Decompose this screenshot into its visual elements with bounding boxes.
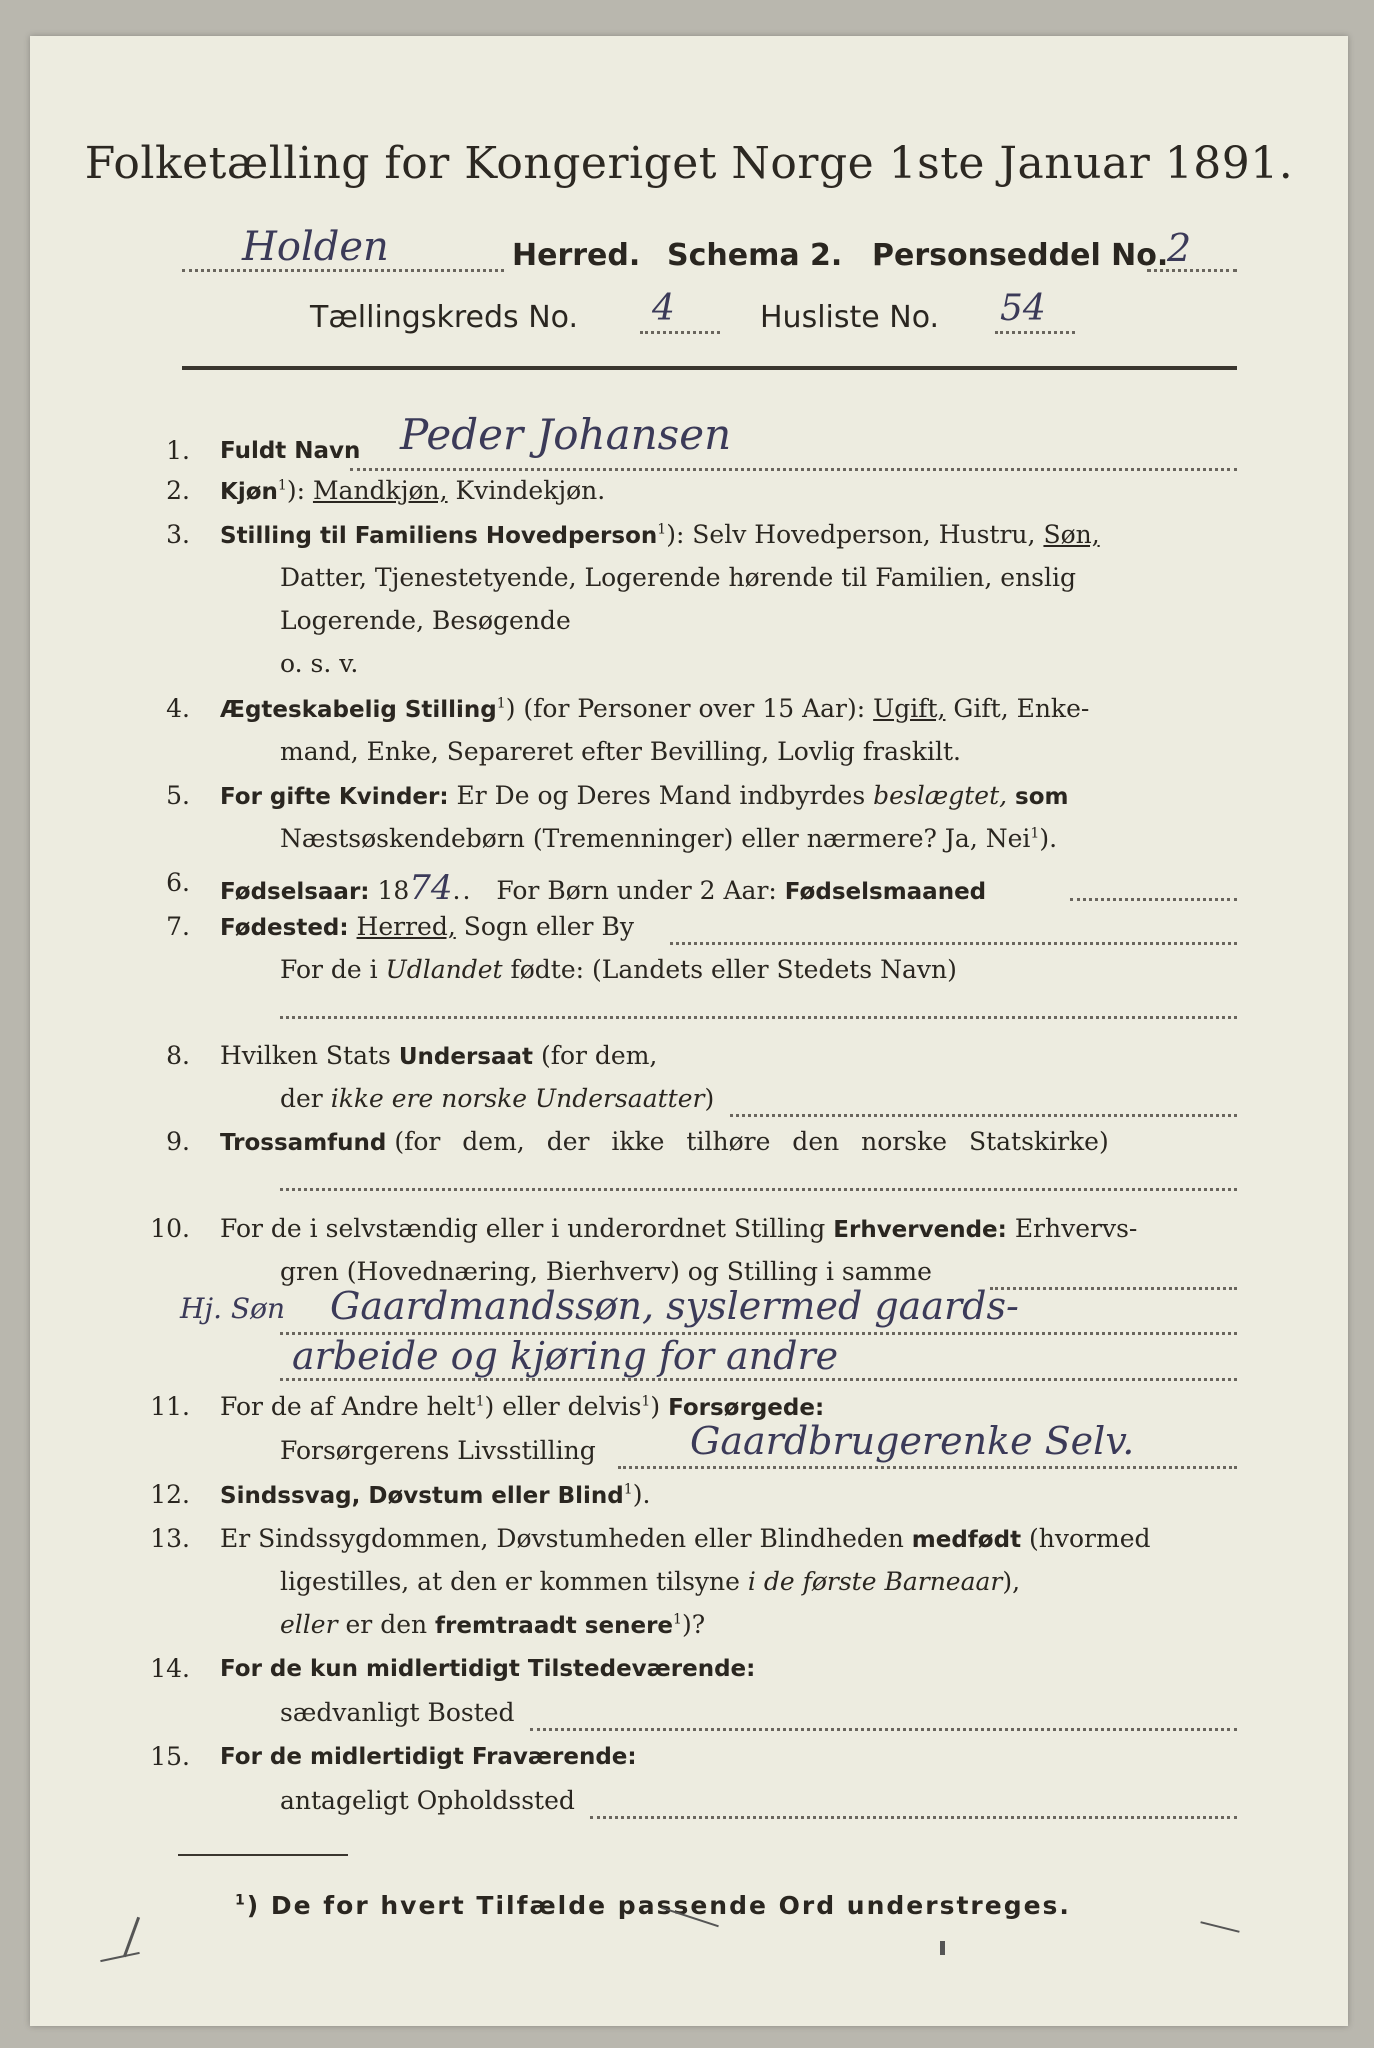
field-8-dotline <box>730 1114 1237 1117</box>
field-2-label: Kjøn <box>220 479 278 505</box>
field-13-number: 13. <box>150 1524 190 1553</box>
field-12-label: Sindssvag, Døvstum eller Blind <box>220 1483 624 1509</box>
field-8-number: 8. <box>166 1041 190 1070</box>
field-7-line-1 <box>220 912 634 941</box>
field-12-number: 12. <box>150 1480 190 1509</box>
field-13-eller: eller <box>280 1610 338 1639</box>
header-line-kreds <box>310 288 1110 344</box>
field-3-label: Stilling til Familiens Hovedperson <box>220 523 658 549</box>
field-9-label: Trossamfund <box>220 1130 387 1156</box>
field-2-option-kvindekjon: Kvindekjøn. <box>455 476 606 505</box>
field-4-number: 4. <box>166 694 190 723</box>
herred-label: Herred. <box>512 238 641 273</box>
census-form <box>30 36 1348 2026</box>
field-11-line-2: Forsørgerens Livsstilling <box>280 1436 596 1465</box>
personseddel-label: Personseddel No. <box>872 238 1169 273</box>
field-9-rest: (for dem, der ikke tilhøre den norske Statskirke) <box>394 1127 1109 1156</box>
field-7-text-2b: fødte: (Landets eller Stedets Navn) <box>510 955 957 984</box>
field-5-beslaegtet: beslægtet, <box>873 781 1008 810</box>
field-4-text-1a: ) (for Personer over 15 Aar): <box>505 694 866 723</box>
field-13-text-1a: Er Sindssygdommen, Døvstumheden eller Blindheden <box>220 1524 904 1553</box>
field-11-sup-2: 1 <box>641 1393 651 1410</box>
field-6-value: 74 <box>409 868 453 908</box>
field-3-number: 3. <box>166 520 190 549</box>
field-5-text-1a: Er De og Deres Mand indbyrdes <box>456 781 866 810</box>
field-6: Fødselsaar: 1874.. For Børn under 2 Aar: Fødselsmaaned <box>220 868 987 908</box>
field-10-dotline-3 <box>280 1378 1237 1381</box>
field-7-udlandet: Udlandet <box>385 955 503 984</box>
field-12-sup: 1 <box>623 1481 633 1498</box>
field-13-sup: 1 <box>673 1611 682 1628</box>
field-5-text-2: Næstsøskendebørn (Tremenninger) eller nærmere? Ja, Nei <box>280 824 1031 853</box>
field-7-label: Fødested: <box>220 915 349 941</box>
pencil-mark-left-2 <box>100 1952 140 1962</box>
field-13-end: )? <box>681 1610 706 1639</box>
form-title: Folketælling for Kongeriget Norge 1ste Januar 1891. <box>84 138 1294 189</box>
field-14-number: 14. <box>150 1654 190 1683</box>
field-5-number: 5. <box>166 781 190 810</box>
field-10-margin-note: Hj. Søn <box>180 1292 285 1325</box>
field-14-label: For de kun midlertidigt Tilstedeværende: <box>220 1656 756 1682</box>
field-10-value-1: Gaardmandssøn, syslermed gaards- <box>330 1284 1019 1328</box>
herred-value: Holden <box>242 224 389 270</box>
husliste-value: 54 <box>1000 288 1046 329</box>
field-13-line-1 <box>220 1524 1151 1553</box>
field-8-line-2 <box>280 1084 714 1113</box>
field-13-text-3a: er den <box>345 1610 428 1639</box>
field-11-number: 11. <box>150 1392 190 1421</box>
field-8-text-2a: der <box>280 1084 323 1113</box>
field-8-label: Undersaat <box>398 1044 534 1070</box>
field-15-dotline <box>590 1816 1237 1819</box>
field-14-line-2: sædvanligt Bosted <box>280 1698 515 1727</box>
field-8-text-1a: Hvilken Stats <box>220 1041 391 1070</box>
pencil-mark-right <box>1200 1921 1239 1933</box>
personseddel-dotline <box>1147 269 1237 272</box>
field-2 <box>220 476 605 505</box>
field-13-line-2 <box>280 1567 1020 1596</box>
field-13-medfodt: medfødt <box>911 1527 1022 1553</box>
husliste-dotline <box>995 331 1075 334</box>
field-4-sup: 1 <box>496 695 506 712</box>
field-10-value-2: arbeide og kjøring for andre <box>292 1334 839 1378</box>
field-6-number: 6. <box>166 868 190 897</box>
field-11-sup-1: 1 <box>475 1393 485 1410</box>
field-10-number: 10. <box>150 1214 190 1243</box>
footnote-text: ) De for hvert Tilfælde passende Ord understreges. <box>246 1891 1071 1920</box>
field-11-text-1b: ) eller delvis <box>484 1392 642 1421</box>
field-12 <box>220 1480 650 1509</box>
field-7-text-2a: For de i <box>280 955 378 984</box>
field-7-number: 7. <box>166 912 190 941</box>
field-5-som: som <box>1015 784 1069 810</box>
husliste-label: Husliste No. <box>760 300 940 335</box>
field-10-line-1 <box>220 1214 1137 1243</box>
field-2-sup: 1 <box>277 477 287 494</box>
field-10-text-1a: For de i selvstændig eller i underordnet Stilling <box>220 1214 826 1243</box>
field-5-sup: 1 <box>1030 825 1040 842</box>
field-7-rest: Sogn eller By <box>463 912 634 941</box>
header-line-herred <box>182 224 1237 282</box>
field-1-label: Fuldt Navn <box>220 438 361 464</box>
kreds-label: Tællingskreds No. <box>310 300 578 335</box>
field-9-line-1 <box>220 1127 1109 1156</box>
field-3-line-4: o. s. v. <box>280 649 359 678</box>
field-11-value: Gaardbrugerenke Selv. <box>690 1419 1135 1463</box>
field-9-number: 9. <box>166 1127 190 1156</box>
kreds-dotline <box>640 331 720 334</box>
field-3-sup: 1 <box>657 521 667 538</box>
field-5-label: For gifte Kvinder: <box>220 784 449 810</box>
field-8-text-2b: ikke ere norske Undersaatter <box>330 1084 705 1113</box>
field-7-line-2 <box>280 955 957 984</box>
field-1-dotline <box>350 468 1237 471</box>
field-15-label: For de midlertidigt Fraværende: <box>220 1744 637 1770</box>
field-2-rest: ): <box>286 476 305 505</box>
field-12-end: ). <box>632 1480 651 1509</box>
field-8-text-1b: (for dem, <box>540 1041 658 1070</box>
field-10-text-1b: Erhvervs- <box>1014 1214 1138 1243</box>
field-15-number: 15. <box>150 1742 190 1771</box>
field-9-dotline <box>280 1188 1237 1191</box>
field-14-dotline <box>530 1728 1237 1731</box>
field-11-label: Forsørgede: <box>668 1395 825 1421</box>
field-11-text-1a: For de af Andre helt <box>220 1392 476 1421</box>
field-11-line-1 <box>220 1392 824 1421</box>
field-13-text-1b: (hvormed <box>1029 1524 1151 1553</box>
field-7-dotline-1 <box>670 942 1237 945</box>
field-13-text-2c: ), <box>1002 1567 1021 1596</box>
field-4-line-2: mand, Enke, Separeret efter Bevilling, Lovlig fraskilt. <box>280 737 961 766</box>
field-13-text-2b: i de første Barneaar <box>747 1567 1003 1596</box>
field-1-value: Peder Johansen <box>400 410 732 459</box>
footnote-sup: 1 <box>235 1892 247 1909</box>
field-6-label: Fødselsaar: <box>220 879 370 905</box>
field-7-dotline-2 <box>280 1016 1237 1019</box>
field-15-line-2: antageligt Opholdssted <box>280 1786 575 1815</box>
field-1-number: 1. <box>166 436 190 465</box>
footnote-rule <box>178 1854 348 1856</box>
field-2-number: 2. <box>166 476 190 505</box>
field-4-line-1 <box>220 694 1089 723</box>
field-13-line-3 <box>280 1610 705 1639</box>
field-4-text-1b: Gift, Enke- <box>953 694 1090 723</box>
field-3-line-1 <box>220 520 1100 549</box>
field-5-line-2 <box>280 824 1057 853</box>
field-3-line-3: Logerende, Besøgende <box>280 606 571 635</box>
field-6-mid: For Børn under 2 Aar: <box>496 876 777 905</box>
field-8-line-1 <box>220 1041 657 1070</box>
field-10-dotline-1 <box>990 1287 1237 1290</box>
field-10-line-2: gren (Hovednæring, Bierhverv) og Stilling i samme <box>280 1257 932 1286</box>
field-5-end: ). <box>1039 824 1058 853</box>
field-2-option-mandkjon: Mandkjøn, <box>312 476 448 505</box>
field-6-mid-bold: Fødselsmaaned <box>784 879 987 905</box>
field-3-text-1: ): Selv Hovedperson, Hustru, <box>666 520 1036 549</box>
field-5-line-1 <box>220 781 1069 810</box>
field-6-prefix: 18 <box>377 876 410 905</box>
field-4-option-ugift: Ugift, <box>873 694 946 723</box>
pencil-mark-center-2 <box>940 1941 945 1955</box>
kreds-value: 4 <box>652 288 675 329</box>
field-4-label: Ægteskabelig Stilling <box>220 697 497 723</box>
field-13-text-3b: fremtraadt senere <box>435 1613 674 1639</box>
field-3-option-son: Søn, <box>1043 520 1100 549</box>
field-7-option-herred: Herred, <box>356 912 456 941</box>
field-13-text-2a: ligestilles, at den er kommen tilsyne <box>280 1567 740 1596</box>
field-3-line-2: Datter, Tjenestetyende, Logerende hørende til Familien, enslig <box>280 563 1077 592</box>
field-11-text-1c: ) <box>650 1392 661 1421</box>
field-10-label: Erhvervende: <box>833 1217 1007 1243</box>
personseddel-value: 2 <box>1167 226 1192 270</box>
footnote <box>235 1891 1071 1920</box>
schema-label: Schema 2. <box>667 238 843 273</box>
field-8-text-2c: ) <box>704 1084 715 1113</box>
header-rule <box>182 366 1237 370</box>
field-11-dotline <box>618 1466 1237 1469</box>
field-6-dotline <box>1070 898 1237 901</box>
